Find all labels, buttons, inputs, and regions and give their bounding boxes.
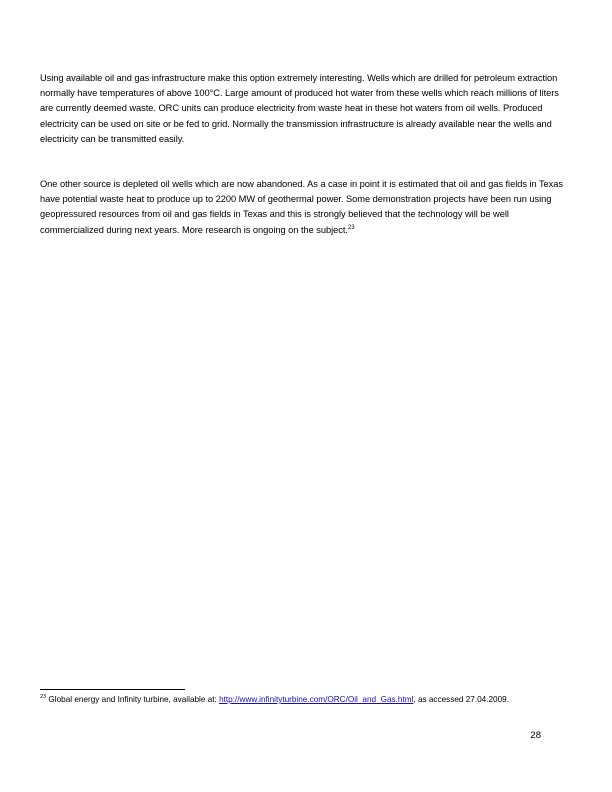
footnote-text-before: Global energy and Infinity turbine, available at: xyxy=(46,695,220,704)
page-number: 28 xyxy=(530,730,541,741)
footnote-reference[interactable]: 23 xyxy=(347,224,355,231)
paragraph-text: One other source is depleted oil wells which are now abandoned. As a case in point it is estimated that oil and gas fields in Texas have potential waste heat to produce up to 2200 MW of geothermal power. Some demonstration projects have been run using geopressured resources from oil and gas fields in Texas and this is strongly believed that the technology will be well commercialized during next years. More research is ongoing on the subject. xyxy=(40,179,563,235)
footnote-link[interactable]: http://www.infinityturbine.com/ORC/Oil_and_Gas.html xyxy=(219,695,414,704)
footnote-marker: 23 xyxy=(40,694,47,700)
footnote-text-after: , as accessed 27.04.2009. xyxy=(413,695,509,704)
body-paragraph-1 xyxy=(40,71,572,147)
paragraph-text: Using available oil and gas infrastructure make this option extremely interesting. Wells which are drilled for petroleum extraction normally have temperatures of above 100°C. Large amount of produced hot water from these wells which reach millions of liters are currently deemed waste. ORC units can produce electricity from waste heat in these hot waters from oil wells. Produced electricity can be used on site or be fed to grid. Normally the transmission infrastructure is already available near the wells and electricity can be transmitted easily. xyxy=(40,73,559,144)
footnote-separator xyxy=(40,689,185,690)
footnote xyxy=(40,694,572,707)
paragraph-text-with-footnote xyxy=(40,177,572,238)
body-paragraph-2 xyxy=(40,177,572,238)
